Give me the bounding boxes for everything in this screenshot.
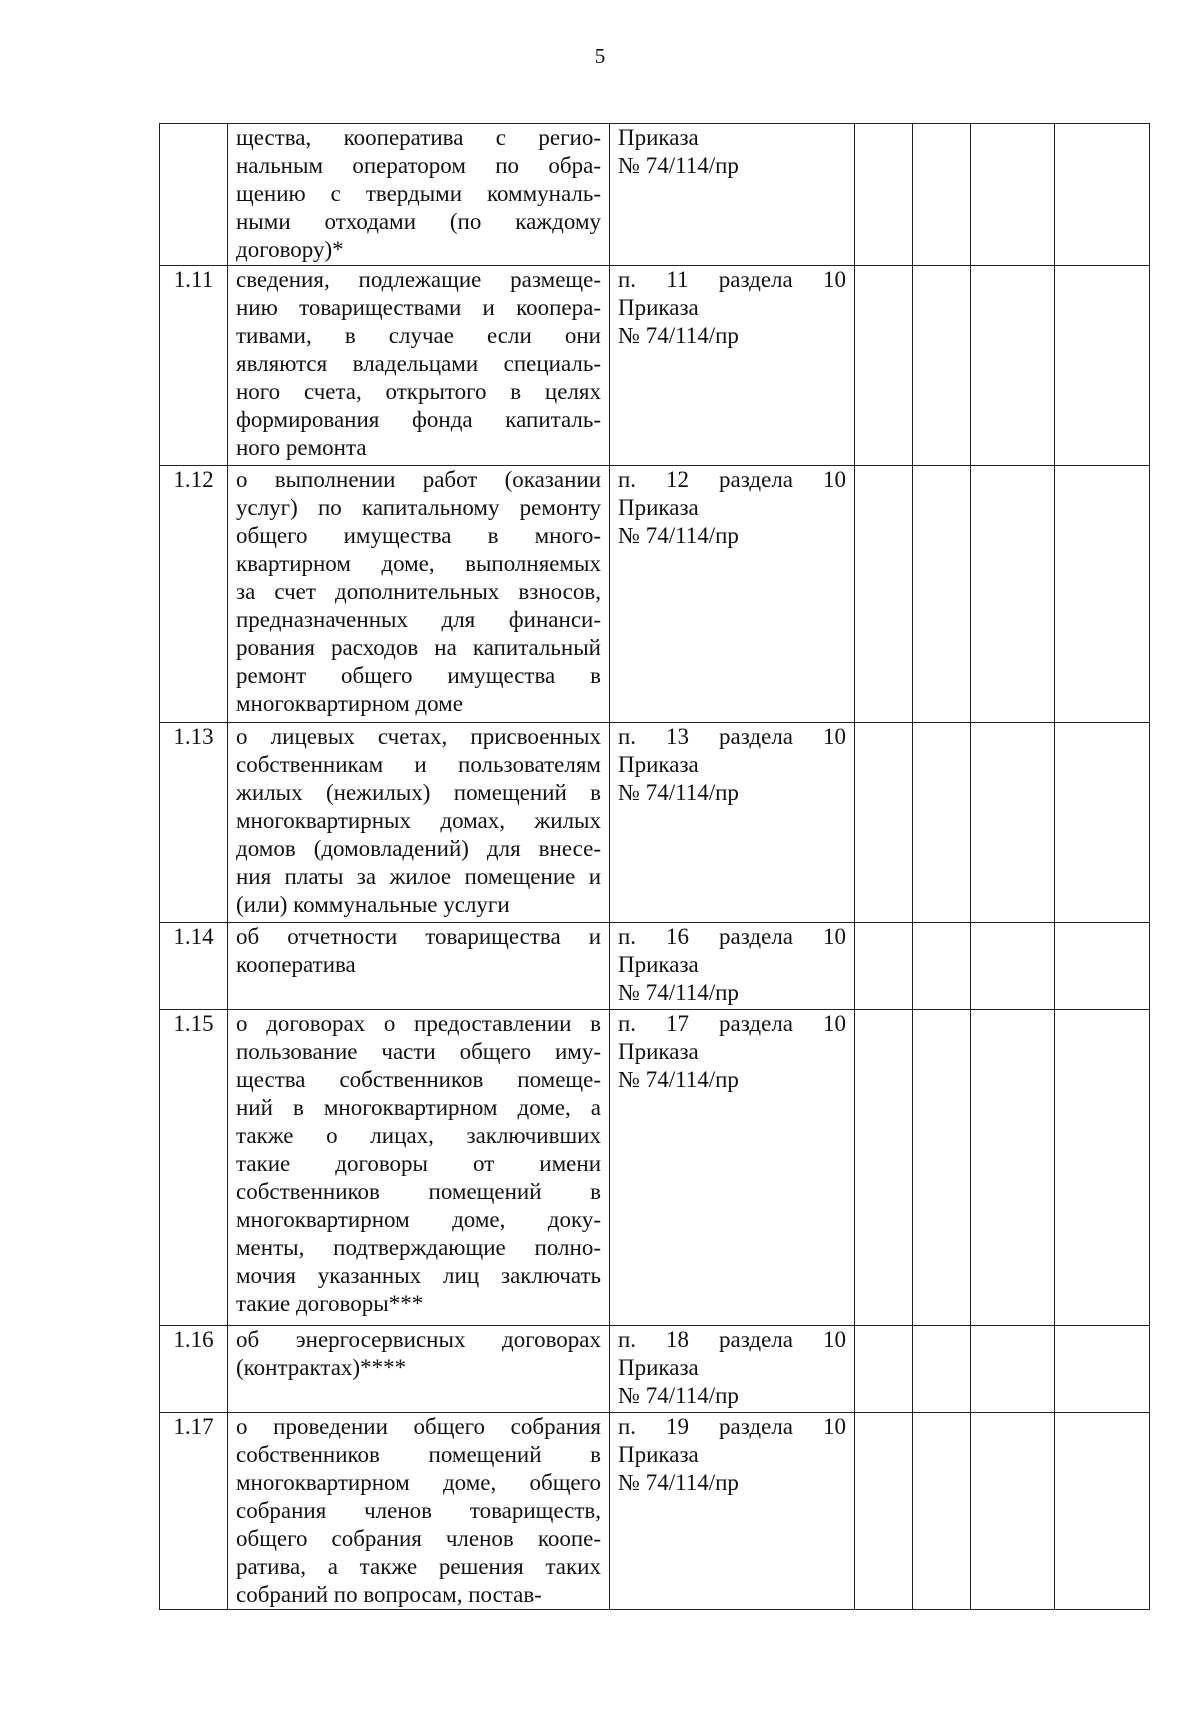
description-line: многоквартирном доме xyxy=(236,691,463,716)
reference-part: п. xyxy=(618,1327,637,1352)
description-line: многоквартирных домах, жилых xyxy=(236,808,601,833)
empty-cell xyxy=(1055,923,1150,1010)
empty-cell xyxy=(1055,723,1150,923)
reference-line: Приказа xyxy=(618,752,699,777)
row-description xyxy=(228,124,610,266)
empty-cell xyxy=(855,1010,913,1326)
empty-cell xyxy=(855,124,913,266)
empty-cell xyxy=(913,466,971,723)
description-line: о договорах о предоставлении в xyxy=(236,1011,601,1036)
reference-line: Приказа xyxy=(618,952,699,977)
empty-cell xyxy=(913,266,971,466)
row-description xyxy=(228,923,610,1010)
row-number: 1.17 xyxy=(160,1413,228,1610)
reference-line: Приказа xyxy=(618,495,699,520)
reference-part: 10 xyxy=(823,924,846,949)
reference-part: 17 xyxy=(666,1011,690,1036)
reference-part: 12 xyxy=(666,467,690,492)
reference-part: п. xyxy=(618,724,637,749)
description-line: являются владельцами специаль- xyxy=(236,351,601,376)
reference-part: п. xyxy=(618,924,637,949)
empty-cell xyxy=(913,124,971,266)
description-line: сведения, подлежащие размеще- xyxy=(236,267,601,292)
empty-cell xyxy=(1055,466,1150,723)
reference-line: Приказа xyxy=(618,125,699,150)
description-line: также о лицах, заключивших xyxy=(236,1123,601,1148)
description-line: ного счета, открытого в целях xyxy=(236,379,601,404)
empty-cell xyxy=(913,1010,971,1326)
row-description xyxy=(228,466,610,723)
description-line: (или) коммунальные услуги xyxy=(236,892,510,917)
description-line: формирования фонда капиталь- xyxy=(236,407,601,432)
description-line: собрания членов товариществ, xyxy=(236,1498,601,1523)
empty-cell xyxy=(855,1413,913,1610)
table-row xyxy=(160,723,1150,923)
description-line: менты, подтверждающие полно- xyxy=(236,1235,601,1260)
description-line: ния платы за жилое помещение и xyxy=(236,864,601,889)
reference-part: 10 xyxy=(823,1414,846,1439)
description-line: ний в многоквартирном доме, а xyxy=(236,1095,601,1120)
reference-clause xyxy=(618,1010,846,1038)
row-description xyxy=(228,723,610,923)
empty-cell xyxy=(971,1010,1055,1326)
description-line: собственников помещений в xyxy=(236,1442,601,1467)
empty-cell xyxy=(855,723,913,923)
table-row xyxy=(160,923,1150,1010)
description-line: собраний по вопросам, постав- xyxy=(236,1582,542,1607)
reference-line: № 74/114/пр xyxy=(618,323,739,348)
reference-part: 10 xyxy=(823,267,846,292)
description-line: услуг) по капитальному ремонту xyxy=(236,495,601,520)
table-row xyxy=(160,1326,1150,1413)
reference-line: № 74/114/пр xyxy=(618,153,739,178)
description-line: многоквартирном доме, общего xyxy=(236,1470,601,1495)
table-row xyxy=(160,266,1150,466)
empty-cell xyxy=(1055,1413,1150,1610)
empty-cell xyxy=(971,723,1055,923)
reference-clause xyxy=(618,723,846,751)
reference-line: Приказа xyxy=(618,1039,699,1064)
reference-line: № 74/114/пр xyxy=(618,1067,739,1092)
table-row xyxy=(160,1010,1150,1326)
reference-part: раздела xyxy=(719,1414,794,1439)
reference-clause xyxy=(618,1413,846,1441)
empty-cell xyxy=(971,266,1055,466)
reference-clause xyxy=(618,266,846,294)
empty-cell xyxy=(913,1413,971,1610)
reference-part: п. xyxy=(618,267,637,292)
description-line: собственников помещений в xyxy=(236,1179,601,1204)
reference-part: п. xyxy=(618,1414,637,1439)
row-number: 1.13 xyxy=(160,723,228,923)
description-line: об отчетности товарищества и xyxy=(236,924,601,949)
row-reference xyxy=(610,1326,855,1413)
reference-clause xyxy=(618,466,846,494)
description-line: квартирном доме, выполняемых xyxy=(236,551,601,576)
table-row xyxy=(160,1413,1150,1610)
row-number: 1.15 xyxy=(160,1010,228,1326)
empty-cell xyxy=(855,923,913,1010)
empty-cell xyxy=(1055,266,1150,466)
row-number xyxy=(160,124,228,266)
reference-line: Приказа xyxy=(618,295,699,320)
reference-part: 10 xyxy=(823,1011,846,1036)
row-reference xyxy=(610,1010,855,1326)
reference-clause xyxy=(618,1326,846,1354)
reference-part: 18 xyxy=(666,1327,690,1352)
description-line: тивами, в случае если они xyxy=(236,323,601,348)
row-number: 1.12 xyxy=(160,466,228,723)
empty-cell xyxy=(1055,1010,1150,1326)
table-row xyxy=(160,466,1150,723)
empty-cell xyxy=(971,1413,1055,1610)
description-line: пользование части общего иму- xyxy=(236,1039,601,1064)
empty-cell xyxy=(913,723,971,923)
description-line: нию товариществами и коопера- xyxy=(236,295,601,320)
description-line: общего собрания членов коопе- xyxy=(236,1526,601,1551)
description-line: договору)* xyxy=(236,237,344,262)
description-line: ремонт общего имущества в xyxy=(236,663,601,688)
reference-part: раздела xyxy=(719,467,794,492)
reference-part: п. xyxy=(618,1011,637,1036)
reference-line: № 74/114/пр xyxy=(618,523,739,548)
reference-part: 10 xyxy=(823,467,846,492)
description-line: собственникам и пользователям xyxy=(236,752,601,777)
row-description xyxy=(228,1413,610,1610)
reference-line: Приказа xyxy=(618,1442,699,1467)
row-number: 1.11 xyxy=(160,266,228,466)
reference-part: п. xyxy=(618,467,637,492)
description-line: за счет дополнительных взносов, xyxy=(236,579,601,604)
empty-cell xyxy=(971,466,1055,723)
row-description xyxy=(228,266,610,466)
reference-line: Приказа xyxy=(618,1355,699,1380)
row-reference xyxy=(610,723,855,923)
row-reference xyxy=(610,466,855,723)
reference-clause xyxy=(618,923,846,951)
description-line: общего имущества в много- xyxy=(236,523,601,548)
reference-line: № 74/114/пр xyxy=(618,780,739,805)
description-line: ными отходами (по каждому xyxy=(236,209,601,234)
description-line: кооператива xyxy=(236,952,356,977)
page-number: 5 xyxy=(594,44,606,68)
reference-part: раздела xyxy=(719,1011,794,1036)
empty-cell xyxy=(1055,124,1150,266)
description-line: рования расходов на капитальный xyxy=(236,635,601,660)
reference-part: 11 xyxy=(666,267,689,292)
row-reference xyxy=(610,923,855,1010)
empty-cell xyxy=(913,923,971,1010)
empty-cell xyxy=(971,923,1055,1010)
empty-cell xyxy=(971,124,1055,266)
description-line: такие договоры*** xyxy=(236,1291,424,1316)
description-line: ного ремонта xyxy=(236,435,367,460)
description-line: о выполнении работ (оказании xyxy=(236,467,601,492)
reference-part: раздела xyxy=(719,724,794,749)
description-line: предназначенных для финанси- xyxy=(236,607,601,632)
empty-cell xyxy=(855,466,913,723)
description-line: о лицевых счетах, присвоенных xyxy=(236,724,601,749)
row-number: 1.14 xyxy=(160,923,228,1010)
reference-part: раздела xyxy=(718,267,793,292)
description-line: щества собственников помеще- xyxy=(236,1067,601,1092)
empty-cell xyxy=(971,1326,1055,1413)
description-line: щества, кооператива с регио- xyxy=(236,125,601,150)
row-number: 1.16 xyxy=(160,1326,228,1413)
description-line: (контрактах)**** xyxy=(236,1355,407,1380)
row-reference xyxy=(610,266,855,466)
reference-line: № 74/114/пр xyxy=(618,1470,739,1495)
description-line: мочия указанных лиц заключать xyxy=(236,1263,601,1288)
empty-cell xyxy=(1055,1326,1150,1413)
empty-cell xyxy=(913,1326,971,1413)
description-line: об энергосервисных договорах xyxy=(236,1327,601,1352)
description-line: нальным оператором по обра- xyxy=(236,153,601,178)
reference-part: 19 xyxy=(666,1414,690,1439)
reference-part: 10 xyxy=(823,1327,846,1352)
row-description xyxy=(228,1010,610,1326)
reference-part: 16 xyxy=(666,924,690,949)
document-table xyxy=(159,123,1150,1610)
reference-part: раздела xyxy=(719,924,794,949)
description-line: щению с твердыми коммуналь- xyxy=(236,181,601,206)
table-row xyxy=(160,124,1150,266)
description-line: такие договоры от имени xyxy=(236,1151,601,1176)
empty-cell xyxy=(855,266,913,466)
description-line: ратива, а также решения таких xyxy=(236,1554,601,1579)
reference-part: 10 xyxy=(823,724,846,749)
description-line: о проведении общего собрания xyxy=(236,1414,601,1439)
row-reference xyxy=(610,124,855,266)
description-line: жилых (нежилых) помещений в xyxy=(236,780,601,805)
empty-cell xyxy=(855,1326,913,1413)
reference-line: № 74/114/пр xyxy=(618,1383,739,1408)
description-line: многоквартирном доме, доку- xyxy=(236,1207,601,1232)
row-description xyxy=(228,1326,610,1413)
reference-line: № 74/114/пр xyxy=(618,980,739,1005)
row-reference xyxy=(610,1413,855,1610)
reference-part: 13 xyxy=(666,724,690,749)
reference-part: раздела xyxy=(719,1327,794,1352)
table-body xyxy=(160,124,1150,1610)
description-line: домов (домовладений) для внесе- xyxy=(236,836,601,861)
